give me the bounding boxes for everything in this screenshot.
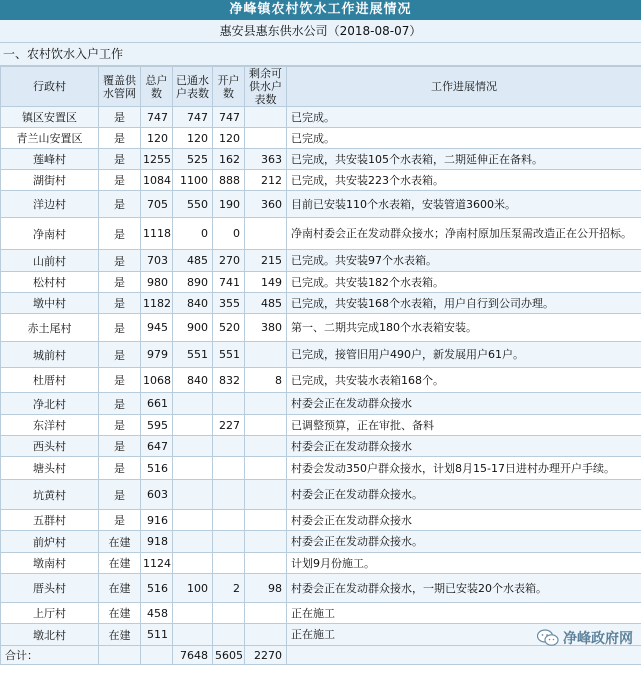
cell-village: 东洋村 [1,415,99,436]
cell-connected: 550 [173,191,213,218]
table-row [1,314,641,342]
cell-total: 1068 [141,368,173,393]
cell-total: 916 [141,510,173,531]
cell-connected [173,510,213,531]
cell-remaining: 485 [245,293,287,314]
cell-connected [173,457,213,480]
cell-opened: 0 [213,218,245,250]
cell-connected [173,393,213,415]
cell-connected: 0 [173,218,213,250]
table-row [1,272,641,293]
cell-coverage: 是 [99,436,141,457]
cell-connected: 120 [173,128,213,149]
cell-progress: 已完成。共安装182个水表箱。 [287,272,641,293]
cell-progress: 村委会正在发动群众接水，一期已安装20个水表箱。 [287,574,641,603]
cell-opened [213,480,245,510]
totals-empty [99,646,141,665]
table-row [1,218,641,250]
cell-village: 净北村 [1,393,99,415]
table-row [1,436,641,457]
table-row [1,191,641,218]
cell-connected [173,624,213,646]
totals-connected: 7648 [173,646,213,665]
cell-connected: 525 [173,149,213,170]
cell-remaining: 363 [245,149,287,170]
cell-coverage: 是 [99,457,141,480]
cell-village: 上厅村 [1,603,99,624]
cell-remaining [245,603,287,624]
table-row [1,293,641,314]
cell-coverage: 是 [99,293,141,314]
cell-coverage: 是 [99,510,141,531]
cell-village: 松村村 [1,272,99,293]
table-row [1,128,641,149]
cell-progress: 已完成，接管旧用户490户，新发展用户61户。 [287,342,641,368]
cell-village: 赤土尾村 [1,314,99,342]
cell-total: 1124 [141,553,173,574]
cell-opened: 162 [213,149,245,170]
cell-coverage: 是 [99,191,141,218]
cell-remaining [245,510,287,531]
cell-coverage: 是 [99,250,141,272]
cell-connected: 890 [173,272,213,293]
cell-total: 918 [141,531,173,553]
cell-village: 杜厝村 [1,368,99,393]
cell-opened: 551 [213,342,245,368]
cell-remaining: 98 [245,574,287,603]
cell-village: 莲峰村 [1,149,99,170]
cell-coverage: 是 [99,170,141,191]
cell-coverage: 是 [99,368,141,393]
watermark-text: 净峰政府网 [563,631,633,647]
table-row [1,553,641,574]
cell-village: 湖街村 [1,170,99,191]
cell-progress: 计划9月份施工。 [287,553,641,574]
cell-coverage: 是 [99,149,141,170]
cell-progress: 村委会发动350户群众接水，计划8月15-17日进村办理开户手续。 [287,457,641,480]
table-row [1,170,641,191]
cell-total: 703 [141,250,173,272]
cell-connected [173,531,213,553]
table-row [1,415,641,436]
cell-remaining [245,480,287,510]
table-body [1,107,641,646]
cell-village: 墩南村 [1,553,99,574]
cell-remaining [245,531,287,553]
cell-coverage: 在建 [99,531,141,553]
cell-connected: 840 [173,368,213,393]
cell-coverage: 是 [99,218,141,250]
cell-village: 墩北村 [1,624,99,646]
cell-remaining [245,624,287,646]
watermark [537,628,633,648]
cell-connected: 747 [173,107,213,128]
cell-remaining [245,553,287,574]
cell-total: 945 [141,314,173,342]
cell-opened [213,510,245,531]
cell-coverage: 是 [99,415,141,436]
cell-remaining: 149 [245,272,287,293]
table-row [1,574,641,603]
wechat-icon [537,629,559,647]
cell-total: 647 [141,436,173,457]
table-row [1,603,641,624]
cell-opened: 888 [213,170,245,191]
cell-opened: 520 [213,314,245,342]
header-remaining: 剩余可供水户表数 [245,67,287,107]
cell-opened [213,457,245,480]
cell-progress: 已完成，共安装105个水表箱，二期延伸正在备料。 [287,149,641,170]
cell-coverage: 在建 [99,603,141,624]
cell-total: 516 [141,457,173,480]
cell-connected [173,603,213,624]
header-progress: 工作进展情况 [287,67,641,107]
cell-connected: 100 [173,574,213,603]
table-row [1,531,641,553]
cell-opened: 747 [213,107,245,128]
cell-opened [213,531,245,553]
cell-opened: 832 [213,368,245,393]
cell-total: 747 [141,107,173,128]
header-connected: 已通水户表数 [173,67,213,107]
cell-village: 塘头村 [1,457,99,480]
cell-connected [173,553,213,574]
totals-row [1,646,641,665]
cell-opened: 741 [213,272,245,293]
cell-opened: 227 [213,415,245,436]
cell-remaining: 212 [245,170,287,191]
cell-coverage: 在建 [99,624,141,646]
totals-empty [287,646,641,665]
cell-progress: 已调整预算，正在审批、备料 [287,415,641,436]
cell-opened: 355 [213,293,245,314]
cell-remaining: 215 [245,250,287,272]
cell-coverage: 在建 [99,574,141,603]
cell-total: 661 [141,393,173,415]
cell-connected: 900 [173,314,213,342]
cell-progress: 村委会正在发动群众接水 [287,510,641,531]
cell-total: 1084 [141,170,173,191]
cell-total: 1182 [141,293,173,314]
cell-progress: 第一、二期共完成180个水表箱安装。 [287,314,641,342]
cell-total: 516 [141,574,173,603]
cell-remaining [245,218,287,250]
table-row [1,510,641,531]
cell-progress: 目前已安装110个水表箱，安装管道3600米。 [287,191,641,218]
cell-village: 西头村 [1,436,99,457]
cell-total: 1255 [141,149,173,170]
cell-village: 山前村 [1,250,99,272]
cell-total: 980 [141,272,173,293]
cell-connected: 1100 [173,170,213,191]
progress-table [0,66,641,665]
cell-progress: 村委会正在发动群众接水 [287,393,641,415]
cell-remaining [245,107,287,128]
cell-total: 979 [141,342,173,368]
cell-coverage: 是 [99,480,141,510]
cell-progress: 村委会正在发动群众接水。 [287,531,641,553]
table-row [1,393,641,415]
cell-progress: 已完成，共安装223个水表箱。 [287,170,641,191]
cell-progress: 净南村委会正在发动群众接水；净南村原加压泵需改造正在公开招标。 [287,218,641,250]
cell-coverage: 是 [99,342,141,368]
totals-empty [141,646,173,665]
totals-opened: 5605 [213,646,245,665]
cell-opened [213,553,245,574]
table-row [1,342,641,368]
subtitle: 惠安县惠东供水公司（2018-08-07） [0,20,641,43]
cell-remaining [245,457,287,480]
cell-village: 青兰山安置区 [1,128,99,149]
header-total: 总户数 [141,67,173,107]
cell-total: 1118 [141,218,173,250]
cell-progress: 已完成，共安装水表箱168个。 [287,368,641,393]
header-row [1,67,641,107]
cell-opened [213,603,245,624]
header-opened: 开户数 [213,67,245,107]
header-village: 行政村 [1,67,99,107]
cell-connected [173,436,213,457]
cell-progress: 村委会正在发动群众接水 [287,436,641,457]
cell-village: 洋边村 [1,191,99,218]
cell-remaining: 380 [245,314,287,342]
cell-total: 120 [141,128,173,149]
cell-opened [213,436,245,457]
cell-remaining [245,342,287,368]
table-row [1,480,641,510]
cell-connected: 551 [173,342,213,368]
header-coverage: 覆盖供水管网 [99,67,141,107]
cell-opened [213,624,245,646]
cell-progress: 已完成。 [287,128,641,149]
cell-progress: 村委会正在发动群众接水。 [287,480,641,510]
cell-total: 603 [141,480,173,510]
cell-connected [173,415,213,436]
cell-remaining: 360 [245,191,287,218]
cell-total: 458 [141,603,173,624]
cell-village: 净南村 [1,218,99,250]
cell-progress: 正在施工 [287,603,641,624]
cell-village: 镇区安置区 [1,107,99,128]
cell-village: 墩中村 [1,293,99,314]
cell-remaining: 8 [245,368,287,393]
cell-progress: 正在施工 [287,624,641,646]
cell-village: 厝头村 [1,574,99,603]
cell-village: 前炉村 [1,531,99,553]
cell-total: 511 [141,624,173,646]
cell-coverage: 是 [99,393,141,415]
table-row [1,250,641,272]
table-row [1,368,641,393]
cell-opened: 190 [213,191,245,218]
section-heading: 一、农村饮水入户工作 [0,43,641,66]
page-title: 净峰镇农村饮水工作进展情况 [0,0,641,20]
cell-coverage: 是 [99,128,141,149]
cell-connected: 485 [173,250,213,272]
cell-connected [173,480,213,510]
totals-label: 合计： [1,646,99,665]
cell-opened [213,393,245,415]
cell-total: 705 [141,191,173,218]
cell-village: 五群村 [1,510,99,531]
table-row [1,149,641,170]
cell-remaining [245,393,287,415]
cell-opened: 270 [213,250,245,272]
cell-progress: 已完成，共安装168个水表箱，用户自行到公司办理。 [287,293,641,314]
table-row [1,457,641,480]
cell-remaining [245,128,287,149]
cell-opened: 120 [213,128,245,149]
cell-progress: 已完成。共安装97个水表箱。 [287,250,641,272]
cell-connected: 840 [173,293,213,314]
cell-coverage: 在建 [99,553,141,574]
cell-total: 595 [141,415,173,436]
totals-remaining: 2270 [245,646,287,665]
cell-village: 坑黄村 [1,480,99,510]
cell-progress: 已完成。 [287,107,641,128]
cell-coverage: 是 [99,314,141,342]
cell-coverage: 是 [99,107,141,128]
table-row [1,107,641,128]
cell-remaining [245,436,287,457]
cell-coverage: 是 [99,272,141,293]
cell-remaining [245,415,287,436]
cell-village: 城前村 [1,342,99,368]
cell-opened: 2 [213,574,245,603]
